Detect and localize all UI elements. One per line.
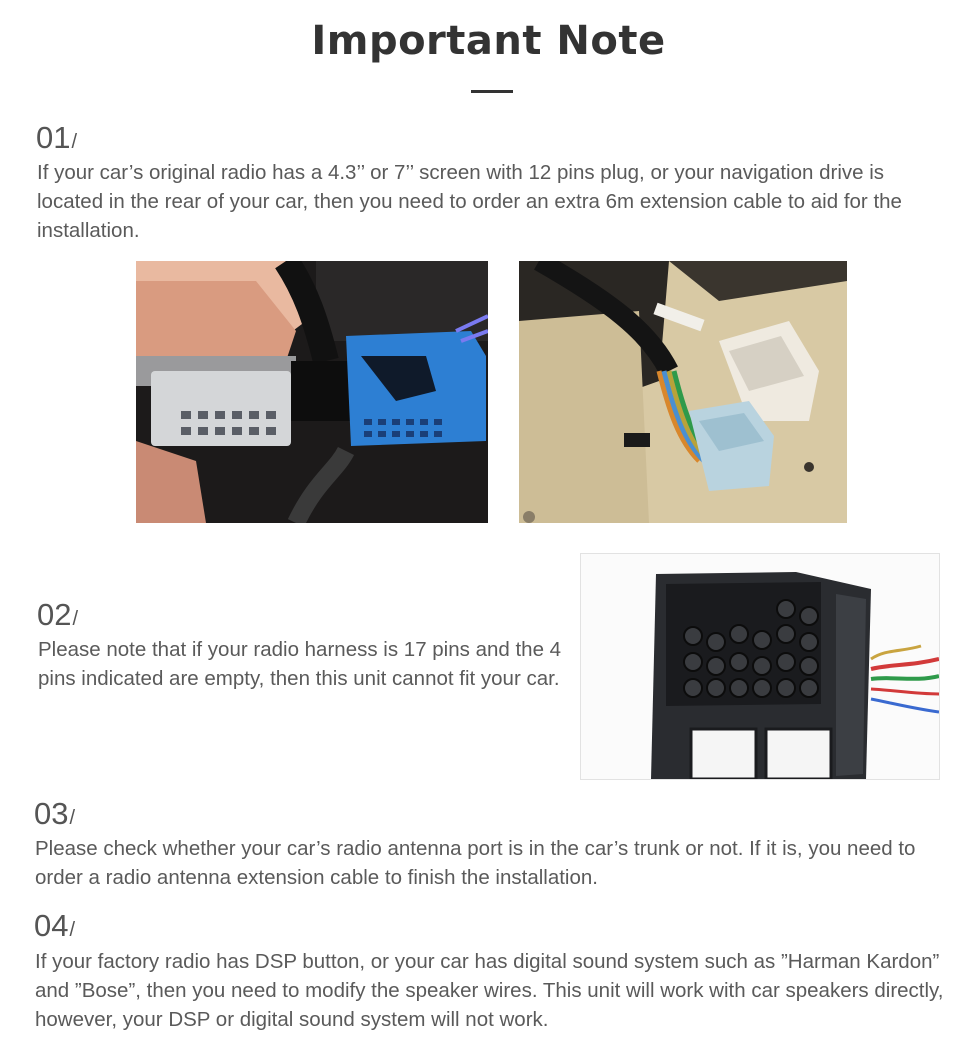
note-text-03: Please check whether your car’s radio antenna port is in the car’s trunk or not. If it is, you need to order a radio antenna extension cable to finish the installation. (35, 837, 916, 889)
note-number-04: 04/ (34, 908, 76, 943)
photo-17pin-harness (580, 553, 940, 780)
page-title: Important Note (311, 18, 666, 64)
note-text-04: If your factory radio has DSP button, or your car has digital sound system such as ”Harman Kardon” and ”Bose”, then you need to modify the speaker wires. This unit will work with car speakers directly, however, your DSP or digital sound system will not work. (35, 950, 944, 1031)
note-number-02: 02/ (37, 597, 79, 632)
title-divider (471, 90, 513, 93)
note-text-01: If your car’s original radio has a 4.3’’ or 7’’ screen with 12 pins plug, or your navigation drive is located in the rear of your car, then you need to order an extra 6m extension cable to aid for the installation. (37, 161, 902, 242)
note-number-01: 01/ (36, 120, 78, 155)
photo-12pin-plug (136, 261, 488, 523)
photo-rear-navigation-drive (519, 261, 847, 523)
note-text-02: Please note that if your radio harness is 17 pins and the 4 pins indicated are empty, then this unit cannot fit your car. (38, 638, 562, 690)
note-number-03: 03/ (34, 796, 76, 831)
